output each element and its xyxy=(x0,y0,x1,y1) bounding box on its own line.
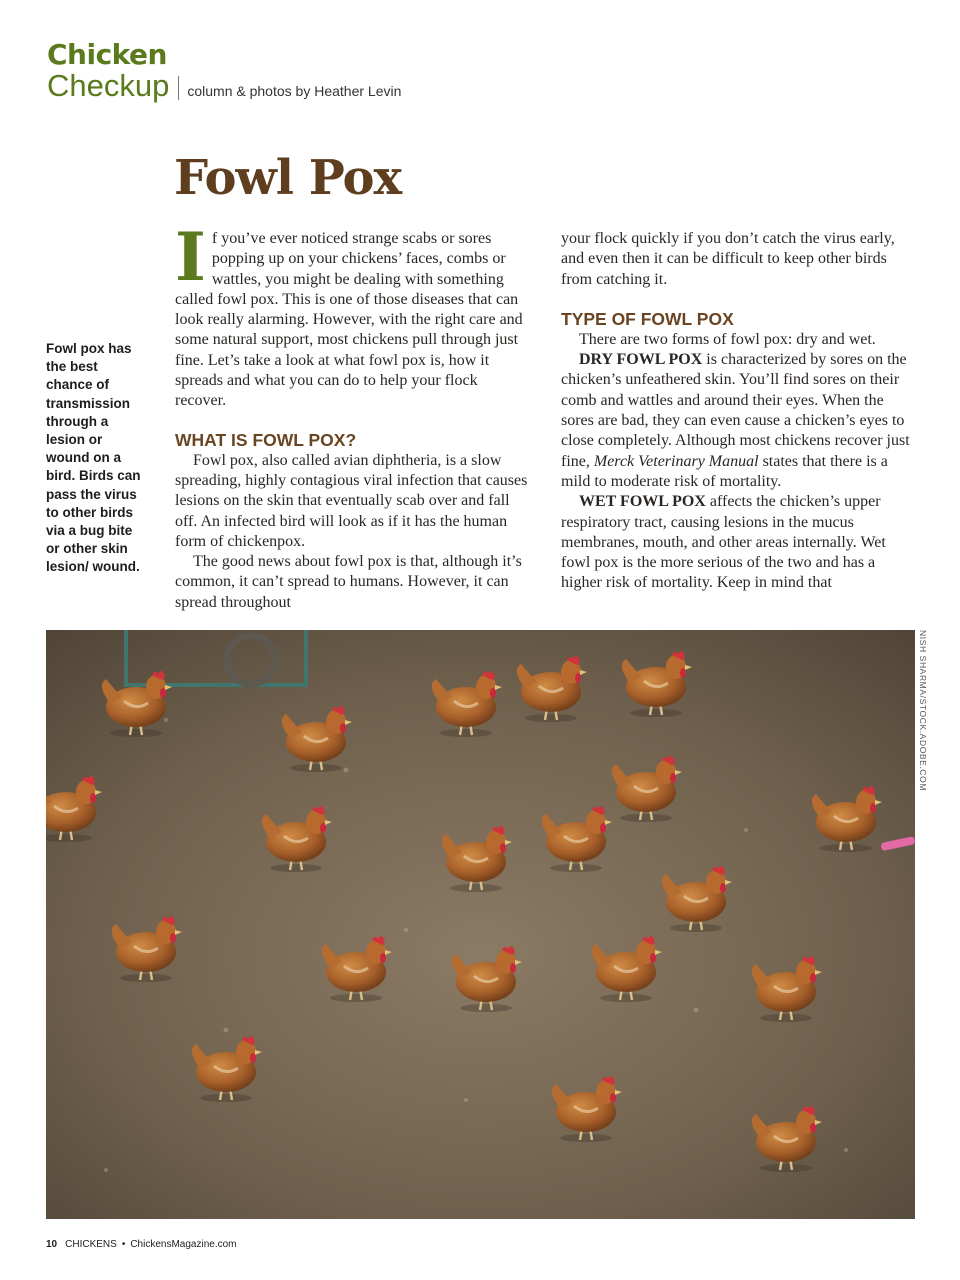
section1-paragraph-2: The good news about fowl pox is that, although it’s common, it can’t spread to humans. However, it can spread throughout xyxy=(175,553,522,611)
wet-fowl-pox-label: WET FOWL POX xyxy=(579,493,706,511)
dry-text-a: is characterized by sores on the chicken’s unfeathered skin. You’ll find sores on their comb and wattles and around their eyes. When the sores are bad, they can even cause a chicken’s eyes to close completely. Although most chickens recover just fine, xyxy=(561,351,910,470)
wet-fowl-pox-paragraph xyxy=(561,492,916,593)
photo-credit: NISH SHARMA/STOCK.ADOBE.COM xyxy=(918,630,928,792)
column-brand-chicken: Chicken xyxy=(47,38,167,71)
page-number: 10 xyxy=(46,1239,58,1250)
section2-paragraph-1: There are two forms of fowl pox: dry and wet. xyxy=(579,330,876,348)
merck-manual-citation: Merck Veterinary Manual xyxy=(593,452,759,470)
dry-fowl-pox-label: DRY FOWL POX xyxy=(579,351,703,369)
continued-paragraph: your flock quickly if you don’t catch the virus early, and even then it can be difficult to keep other birds from catching it. xyxy=(561,230,895,288)
column-brand-row xyxy=(47,70,401,102)
intro-paragraph xyxy=(175,218,528,412)
section-heading-what-is: WHAT IS FOWL POX? xyxy=(175,429,357,450)
dry-text-b: states that there is a mild to moderate risk of mortality. xyxy=(561,452,888,490)
drop-cap: I xyxy=(175,218,206,296)
page-footer xyxy=(46,1239,237,1250)
article-column-right xyxy=(561,229,916,594)
chickens-photo xyxy=(46,630,915,1219)
sidebar-pullquote: Fowl pox has the best chance of transmission through a lesion or wound on a bird. Birds can pass the virus to other birds via a bug bite or other skin lesion/ wound. xyxy=(46,341,141,575)
header-divider xyxy=(178,76,179,100)
section1-paragraph-1: Fowl pox, also called avian diphtheria, is a slow spreading, highly contagious viral infection that causes lesions on the skin that eventually scab over and fall off. An infected bird will look as if it has the human form of chickenpox. xyxy=(175,451,528,550)
intro-text: f you’ve ever noticed strange scabs or sores popping up on your chickens’ faces, combs or wattles, you might be dealing with something called fowl pox. This is one of those diseases that can look really alarming. However, with the right care and some natural support, most chickens pull through just fine. Let’s take a look at what fowl pox is, how it spreads and what you can do to help your flock recover. xyxy=(175,230,523,410)
dry-fowl-pox-paragraph xyxy=(561,350,916,492)
wet-text: affects the chicken’s upper respiratory tract, causing lesions in the mucus membranes, mouth, and other areas internally. Wet fowl pox is the more serious of the two and has a higher risk of mortality. Keep in mind that xyxy=(561,493,886,592)
article-title: Fowl Pox xyxy=(174,150,402,206)
column-brand-checkup: Checkup xyxy=(47,68,170,103)
chickens-photo-illustration xyxy=(46,630,915,1219)
column-credit: column & photos by Heather Levin xyxy=(187,83,402,99)
website-link[interactable]: ChickensMagazine.com xyxy=(130,1239,237,1250)
magazine-name: CHICKENS xyxy=(65,1239,117,1250)
section-heading-types: TYPE OF FOWL POX xyxy=(561,308,734,329)
footer-separator: • xyxy=(121,1239,126,1250)
article-column-left xyxy=(175,218,528,613)
column-header xyxy=(47,40,401,102)
